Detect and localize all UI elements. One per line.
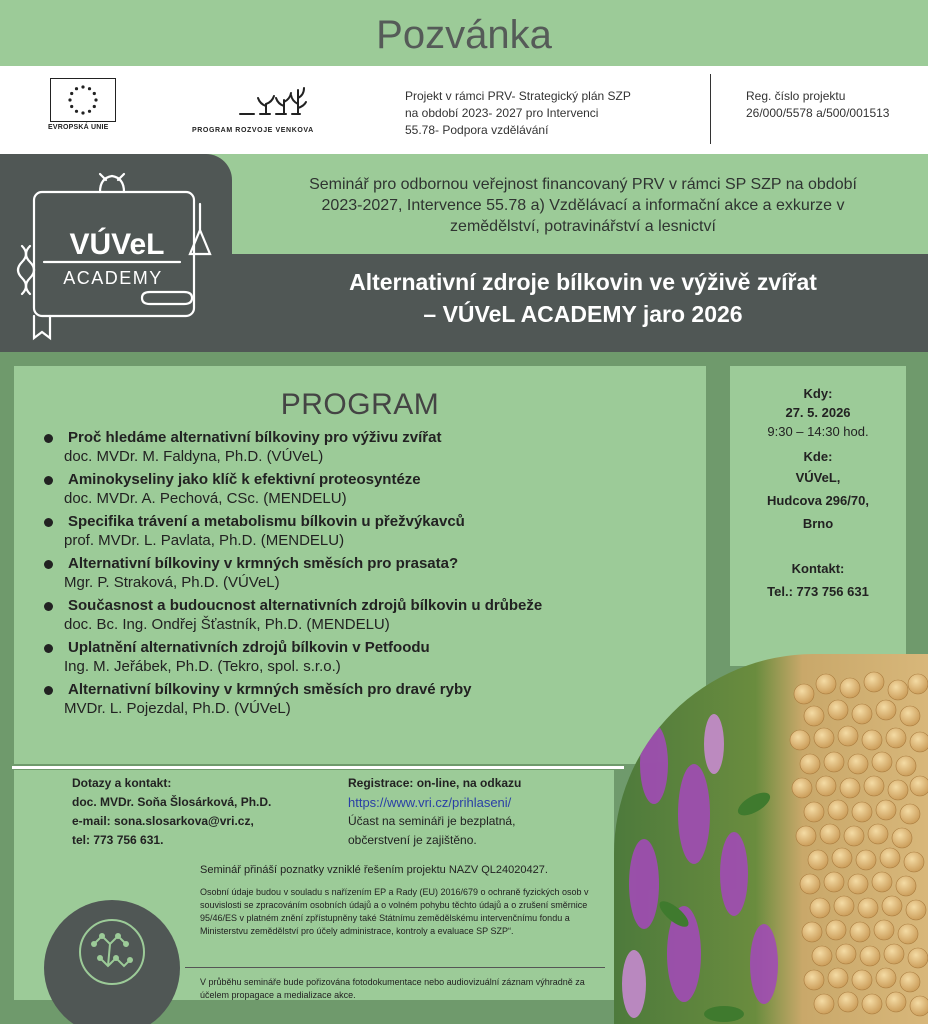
- program-item-speaker: MVDr. L. Pojezdal, Ph.D. (VÚVeL): [64, 700, 291, 717]
- academy-logo: [0, 154, 232, 352]
- program-item-speaker: Mgr. P. Straková, Ph.D. (VÚVeL): [64, 574, 280, 591]
- eu-logo: [50, 78, 116, 131]
- contact-label: Kontakt:: [791, 561, 845, 576]
- academy-logo-line1: VÚVeL: [69, 228, 165, 261]
- venue-line: VÚVeL,: [795, 470, 841, 485]
- nazv-note: Seminář přináší poznatky vzniklé řešením projektu NAZV QL24020427.: [200, 864, 548, 876]
- program-heading: PROGRAM: [280, 388, 440, 421]
- program-item: [44, 512, 704, 550]
- program-item-title: Proč hledáme alternativní bílkoviny pro výživu zvířat: [68, 429, 442, 446]
- reg-label: Reg. číslo projektu: [746, 89, 846, 103]
- eu-caption: EVROPSKÁ UNIE: [48, 124, 109, 131]
- when-label: Kdy:: [803, 386, 833, 401]
- program-list: [44, 428, 704, 722]
- program-item: [44, 554, 704, 592]
- intro-line: 2023-2027, Intervence 55.78 a) Vzdělávací a informační akce a exkurze v: [321, 197, 845, 214]
- venue-line: Hudcova 296/70,: [767, 493, 869, 508]
- project-line: 55.78- Podpora vzdělávání: [405, 123, 549, 137]
- registration-note: Účast na semináři je bezplatná,: [348, 814, 516, 828]
- program-item-speaker: doc. MVDr. M. Faldyna, Ph.D. (VÚVeL): [64, 448, 324, 465]
- seminar-intro: [238, 174, 928, 237]
- registration-link[interactable]: https://www.vri.cz/prihlaseni/: [348, 795, 512, 810]
- contact-email[interactable]: e-mail: sona.slosarkova@vri.cz,: [72, 814, 254, 828]
- project-line: na období 2023- 2027 pro Intervenci: [405, 106, 599, 120]
- where-label: Kde:: [803, 449, 833, 464]
- program-item-speaker: Ing. M. Jeřábek, Ph.D. (Tekro, spol. s.r.o.): [64, 658, 341, 675]
- event-title-line: Alternativní zdroje bílkovin ve výživě zvířat: [349, 269, 817, 295]
- intro-line: Seminář pro odbornou veřejnost financovaný PRV v rámci SP SZP na období: [309, 176, 857, 193]
- event-title: [238, 266, 928, 330]
- top-banner: [0, 0, 928, 66]
- logo-band: [0, 66, 928, 154]
- contact-block: [72, 774, 271, 850]
- section-divider: [12, 766, 624, 769]
- program-item: [44, 470, 704, 508]
- note-divider: [185, 967, 605, 968]
- contact-heading: Dotazy a kontakt:: [72, 776, 172, 790]
- intro-line: zemědělství, potravinářství a lesnictví: [450, 218, 716, 235]
- program-item-speaker: doc. Bc. Ing. Ondřej Šťastník, Ph.D. (MENDELU): [64, 616, 390, 633]
- academy-scroll-icon: [0, 154, 232, 352]
- prv-caption: PROGRAM ROZVOJE VENKOVA: [192, 127, 314, 134]
- invitation-title: Pozvánka: [376, 13, 552, 57]
- photo-note: V průběhu semináře bude pořizována fotodokumentace nebo audiovizuální záznam výhradně za účelem propagace a medializace akce.: [200, 977, 585, 1000]
- project-line: Projekt v rámci PRV- Strategický plán SZP: [405, 89, 631, 103]
- program-item: [44, 638, 704, 676]
- molecule-icon: [44, 900, 180, 1024]
- program-item: [44, 596, 704, 634]
- reg-number: 26/000/5578 a/500/001513: [746, 106, 890, 120]
- academy-logo-line2: ACADEMY: [63, 268, 163, 288]
- gdpr-note: Osobní údaje budou v souladu s nařízením EP a Rady (EU) 2016/679 o ochraně fyzických osob v souvislosti se zpracováním osobních údajů a o volném pohybu těchto údajů a o zrušení směrnice 95/46/ES v platném znění zpřístupněny také Státnímu zemědělskému intervenčnímu fondu a Ministerstvu zemědělství pro účely administrace, kontroly a evaluace SP SZP“.: [200, 887, 589, 936]
- contact-phone: Tel.: 773 756 631: [767, 584, 869, 599]
- contact-name: doc. MVDr. Soňa Šlosárková, Ph.D.: [72, 795, 272, 809]
- registration-note: občerstvení je zajištěno.: [348, 833, 477, 847]
- event-time: 9:30 – 14:30 hod.: [767, 424, 869, 439]
- program-item-speaker: prof. MVDr. L. Pavlata, Ph.D. (MENDELU): [64, 532, 345, 549]
- prv-logo: [192, 84, 332, 134]
- registration-label: Registrace: on-line, na odkazu: [348, 776, 522, 790]
- event-date: 27. 5. 2026: [785, 405, 851, 420]
- molecule-badge: [44, 900, 180, 1024]
- event-title-line: – VÚVeL ACADEMY jaro 2026: [423, 301, 743, 327]
- contact-phone: tel: 773 756 631.: [72, 833, 164, 847]
- program-item: [44, 680, 704, 718]
- program-item-speaker: doc. MVDr. A. Pechová, CSc. (MENDELU): [64, 490, 347, 507]
- registration-number-block: [746, 88, 889, 122]
- project-info: [405, 88, 695, 139]
- program-item-title: Alternativní bílkoviny v krmných směsích pro prasata?: [68, 555, 459, 572]
- venue-line: Brno: [802, 516, 834, 531]
- program-item-title: Alternativní bílkoviny v krmných směsích pro dravé ryby: [68, 681, 472, 698]
- sprout-icon: [192, 84, 332, 120]
- event-info-panel: [730, 366, 906, 666]
- program-item-title: Aminokyseliny jako klíč k efektivní proteosyntéze: [68, 471, 421, 488]
- eu-flag-icon: [50, 78, 116, 122]
- registration-block: [348, 774, 521, 850]
- program-item-title: Specifika trávení a metabolismu bílkovin u přežvýkavců: [68, 513, 465, 530]
- program-item-title: Současnost a budoucnost alternativních zdrojů bílkovin u drůbeže: [68, 597, 543, 614]
- program-item-title: Uplatnění alternativních zdrojů bílkovin v Petfoodu: [68, 639, 430, 656]
- program-item: [44, 428, 704, 466]
- separator-line: [710, 74, 711, 144]
